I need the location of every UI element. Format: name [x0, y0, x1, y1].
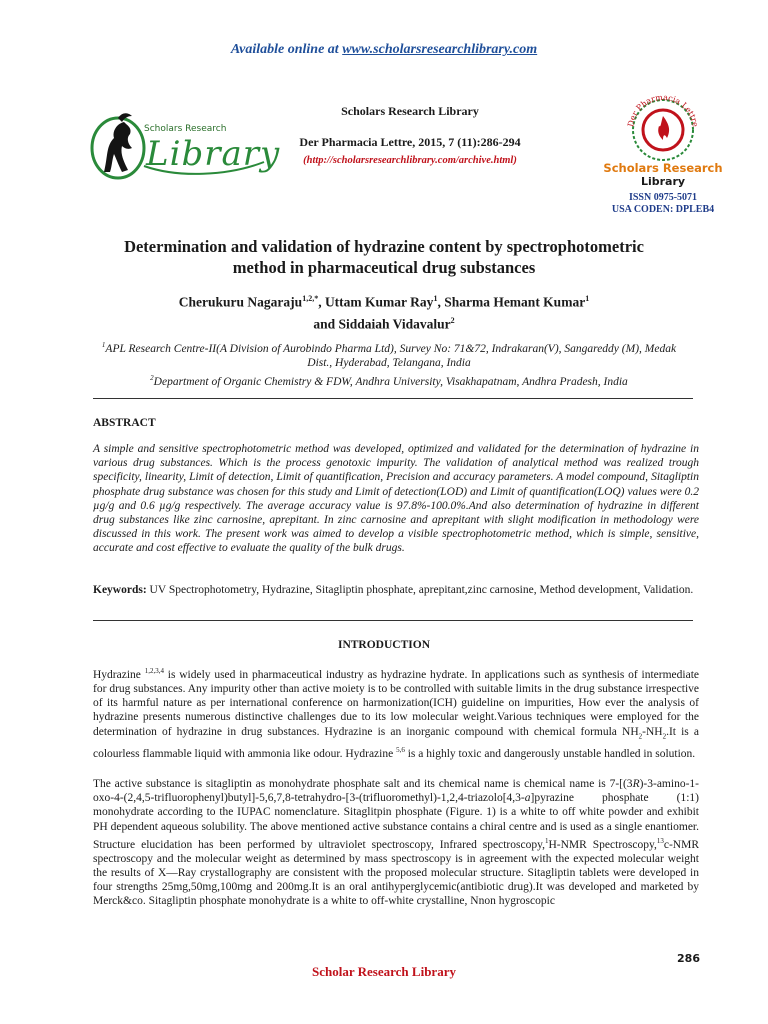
- left-logo-script: Library: [146, 134, 281, 174]
- seal-arc-text: Der Pharmacia Lettre: [626, 92, 700, 128]
- intro-paragraph-1: [93, 664, 699, 761]
- p1-text-c: -NH: [642, 725, 663, 738]
- right-logo-brand-1: Scholars Research: [603, 161, 723, 175]
- affiliations: [94, 338, 684, 389]
- author-1: Cherukuru Nagaraju: [178, 294, 303, 310]
- title-line-2: method in pharmaceutical drug substances: [232, 258, 536, 277]
- right-logo-brand-2: Library: [640, 175, 686, 188]
- abstract-text: A simple and sensitive spectrophotometric method was developed, optimized and validated for the determination of hydrazine in various drug substances. Which is the process genotoxic impurity. The validation of analytical method was realized trough specificity, linearity, Limit of detection, Limit of quantification, Precision and accuracy parameters. A model compound, Sitagliptin phosphate drug substance was chosen for this study and Limit of detection(LOD) and Limit of quantification(LOQ) values were 0.2 µg/g and 0.6 µg/g respectively. The average accuracy value is 97.8%-100.0%.And also determination of hydrazine in different drug substances like zinc carnosine, aprepitant. In zinc carnosine and aprepitant with slight modification in methodology were discussed in this work. The present work was aimed to develop a visible spectrophotometric method, which is simple, sensitive, accurate and cost effective to evaluate the quality of the bulk drugs.: [93, 443, 699, 555]
- journal-website-link[interactable]: www.scholarsresearchlibrary.com: [342, 42, 538, 57]
- affiliation-2: Department of Organic Chemistry & FDW, Andhra University, Visakhapatnam, Andhra Pradesh, India: [153, 375, 628, 388]
- p2-text-d: H-NMR Spectroscopy,: [548, 838, 657, 851]
- p2-text-a: The active substance is sitagliptin as monohydrate phosphate salt and its chemical name is chemical name is 7-[(3: [93, 778, 633, 790]
- author-4-sup: 2: [450, 315, 455, 325]
- divider-bottom: [93, 620, 693, 621]
- p1-text-e: is a highly toxic and dangerously unstable handled in solution.: [404, 747, 696, 760]
- abstract-heading: ABSTRACT: [93, 417, 156, 429]
- p1-text-a: Hydrazine: [93, 668, 145, 681]
- publisher-name: Scholars Research Library: [341, 104, 479, 118]
- journal-citation: Der Pharmacia Lettre, 2015, 7 (11):286-294: [299, 135, 521, 149]
- author-1-sup: 1,2,*: [302, 294, 319, 303]
- p2-text-e: c-NMR spectroscopy and the molecular weight as determined by mass spectroscopy is in agreement with the expected molecular weight the results of X—Ray crystallography are consistent with the proposed molecular structure. Sitagliptin tablets were developed in four strengths 25mg,50mg,100mg and 200mg.It is an oral antihyperglycemic(antibiotic drug).It was developed and marketed by Merck&co. Sitagliptin phosphate monohydrate is a white to off-white crystalline, Nnon hygroscopic: [93, 838, 699, 908]
- introduction-heading: INTRODUCTION: [337, 639, 430, 651]
- keywords-list: UV Spectrophotometry, Hydrazine, Sitagliptin phosphate, aprepitant,zinc carnosine, Method development, Validation.: [146, 584, 694, 596]
- affiliation-1: APL Research Centre-II(A Division of Aurobindo Pharma Ltd), Survey No: 71&72, Indrakaran(V), Sangareddy (M), Medak Dist., Hyderabad, Telangana, India: [105, 342, 677, 370]
- page-number: 286: [677, 952, 700, 965]
- keywords: [93, 583, 699, 597]
- author-4: and Siddaiah Vidavalur: [313, 316, 451, 331]
- archive-link[interactable]: (http://scholarsresearchlibrary.com/archive.html): [303, 155, 517, 166]
- issn-number: ISSN 0975-5071: [628, 192, 698, 203]
- scholars-library-logo: [88, 106, 281, 186]
- der-pharmacia-lettre-seal: [598, 90, 728, 215]
- p2-r: R: [632, 778, 640, 790]
- affiliation-1-sup: 1: [101, 341, 106, 349]
- p2-sup-2: 13: [656, 836, 664, 845]
- keywords-label: Keywords:: [93, 584, 147, 596]
- p1-ref-2: 5,6: [396, 746, 405, 755]
- title-line-1: Determination and validation of hydrazine content by spectrophotometric: [124, 237, 644, 256]
- affiliation-2-sup: 2: [150, 373, 154, 382]
- author-3: , Sharma Hemant Kumar: [437, 294, 586, 310]
- coden-number: USA CODEN: DPLEB4: [611, 204, 715, 215]
- divider-top: [93, 398, 693, 399]
- author-list: [120, 290, 648, 333]
- p2-a: a: [524, 792, 531, 805]
- author-2: , Uttam Kumar Ray: [318, 294, 434, 310]
- author-2-sup: 1: [433, 294, 438, 303]
- p2-text-c: ]pyrazine phosphate (1:1) monohydrate according to the IUPAC nomenclature. Sitaglitpin phosphate (Figure. 1) is a white to off white powder and exhibit PH dependent aqueous solubility. The above mentioned active substance contains a chiral centre and is used as a single enantiomer. Structure elucidation has been performed by ultraviolet spectroscopy, Infrared spectroscopy,: [93, 792, 699, 851]
- author-3-sup: 1: [585, 294, 590, 303]
- journal-header: [260, 104, 560, 166]
- p2-text-b: )-3-amino-1-oxo-4-(2,4,5-trifluorophenyl)butyl]-5,6,7,8-tetrahydro-[3-(trifluoromethyl)-1,2,4-triazolo[4,3-: [93, 778, 699, 805]
- footer-library: Scholar Research Library: [312, 964, 456, 979]
- available-online-banner: [0, 42, 768, 58]
- available-prefix: Available online at: [230, 42, 343, 57]
- intro-paragraph-2: [93, 777, 699, 909]
- p1-text-d: .It is a colourless flammable liquid with ammonia like odour. Hydrazine: [93, 725, 699, 760]
- flame-seal-icon: [623, 90, 703, 162]
- p1-sub-2: 2: [662, 731, 667, 740]
- p2-sup-1: 1: [544, 836, 549, 845]
- p1-sub-1: 2: [638, 731, 643, 740]
- left-logo-brand: Scholars Research: [144, 124, 227, 134]
- p1-text-b: is widely used in pharmaceutical industry as hydrazine hydrate. In applications such as synthesis of intermediate for drug substances. Any impurity other than active moiety is to be controlled with suitable limits in the drug substance irrespective of its harmful nature as per international conference on harmonization(ICH) guideline on impurities, How ever the analysis of hydrazine presents numerous distinctive challenges due to its low molecular weight.Various techniques were employed for the determination of hydrazine in drug substances. Hydrazine is an inorganic compound with chemical formula NH: [93, 668, 699, 738]
- article-title: [100, 236, 668, 278]
- p1-ref-1: 1,2,3,4: [144, 667, 164, 675]
